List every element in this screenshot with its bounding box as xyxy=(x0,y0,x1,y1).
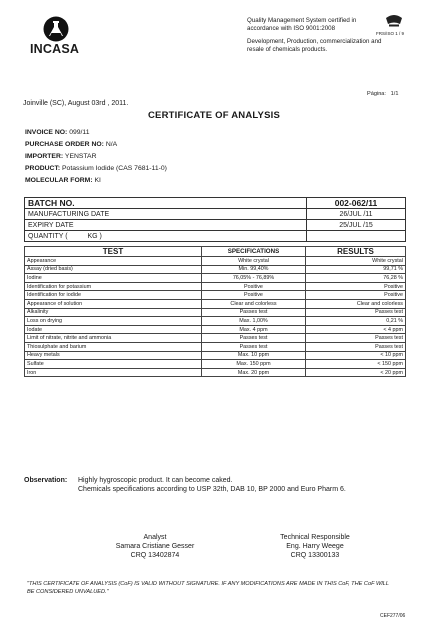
test-specification: Max. 20 ppm xyxy=(202,368,306,377)
technical-responsible-title: Technical Responsible xyxy=(280,534,350,541)
results-header-row xyxy=(25,247,406,257)
test-result: < 4 ppm xyxy=(306,325,406,334)
test-row xyxy=(25,334,406,343)
expiry-date-row xyxy=(25,220,406,231)
test-name: Iron xyxy=(25,368,202,377)
test-name: Heavy metals xyxy=(25,351,202,360)
quantity-label-cell xyxy=(25,231,307,242)
test-specification: Max. 1,00% xyxy=(202,317,306,326)
document-title: CERTIFICATE OF ANALYSIS xyxy=(148,110,280,121)
page-label: Página: xyxy=(367,91,386,97)
test-result: 99,71 % xyxy=(306,265,406,274)
quantity-close: ) xyxy=(99,232,102,240)
purchase-order-field xyxy=(25,140,117,149)
quantity-label: QUANTITY ( xyxy=(28,232,68,240)
test-name: Iodate xyxy=(25,325,202,334)
test-name: Thiosulphate and barium xyxy=(25,342,202,351)
test-result: Passes test xyxy=(306,308,406,317)
batch-table xyxy=(24,197,406,242)
test-result: < 10 ppm xyxy=(306,351,406,360)
test-specification: Max. 4 ppm xyxy=(202,325,306,334)
quantity-row xyxy=(25,231,406,242)
technical-responsible-block xyxy=(240,533,390,560)
test-row xyxy=(25,360,406,369)
invoice-label: INVOICE NO: xyxy=(25,129,68,136)
test-result: Clear and colorless xyxy=(306,299,406,308)
test-result: Positive xyxy=(306,291,406,300)
test-result: Positive xyxy=(306,282,406,291)
observation-text xyxy=(78,476,398,494)
test-row xyxy=(25,308,406,317)
test-name: Sulfate xyxy=(25,360,202,369)
test-row xyxy=(25,317,406,326)
expiry-date-label: EXPIRY DATE xyxy=(25,220,307,231)
specifications-column-header: SPECIFICATIONS xyxy=(202,247,306,257)
molecular-formula-value: KI xyxy=(94,177,101,184)
test-row xyxy=(25,257,406,266)
test-result: Passes test xyxy=(306,342,406,351)
expiry-date-value: 25/JUL /15 xyxy=(307,220,406,231)
page-number xyxy=(367,91,398,98)
test-row xyxy=(25,342,406,351)
test-name: Limit of nitrate, nitrite and ammonia xyxy=(25,334,202,343)
form-code: CEF277/06 xyxy=(380,613,406,619)
test-name: Loss on drying xyxy=(25,317,202,326)
iso-certification-icon xyxy=(385,12,403,28)
test-name: Iodine xyxy=(25,274,202,283)
invoice-value: 099/11 xyxy=(69,129,90,136)
test-specification: Clear and colorless xyxy=(202,299,306,308)
batch-row xyxy=(25,198,406,209)
test-result: White crystal xyxy=(306,257,406,266)
company-logo-text: INCASA xyxy=(30,42,80,56)
batch-label: BATCH NO. xyxy=(25,198,307,209)
iso-code: FRS/ISO 1 / 9 xyxy=(376,31,405,36)
test-specification: White crystal xyxy=(202,257,306,266)
analysis-results-table xyxy=(24,246,406,377)
product-label: PRODUCT: xyxy=(25,165,61,172)
invoice-field xyxy=(25,128,89,137)
importer-label: IMPORTER: xyxy=(25,153,64,160)
validity-disclaimer: "THIS CERTIFICATE OF ANALYSIS (CoF) IS VALID WITHOUT SIGNATURE. IF ANY MODIFICATIONS ARE MADE IN THIS CoF, THE CoF WILL BE CONSIDERED UNVALUED." xyxy=(27,581,389,595)
test-specification: Positive xyxy=(202,282,306,291)
qms-certification-text: Quality Management System certified in accordance with ISO 9001:2008 xyxy=(247,17,357,32)
test-name: Identification for iodide xyxy=(25,291,202,300)
test-row xyxy=(25,299,406,308)
test-specification: Positive xyxy=(202,291,306,300)
results-column-header: RESULTS xyxy=(306,247,406,257)
purchase-order-label: PURCHASE ORDER NO: xyxy=(25,141,104,148)
test-result: < 150 ppm xyxy=(306,360,406,369)
importer-field xyxy=(25,152,97,161)
test-result: 76,28 % xyxy=(306,274,406,283)
importer-value: YENSTAR xyxy=(64,153,97,160)
test-row xyxy=(25,265,406,274)
manufacturing-date-label: MANUFACTURING DATE xyxy=(25,209,307,220)
analyst-title: Analyst xyxy=(143,534,167,541)
test-specification: Passes test xyxy=(202,342,306,351)
observation-label: Observation: xyxy=(24,477,68,484)
test-row xyxy=(25,282,406,291)
test-result: Passes test xyxy=(306,334,406,343)
product-field xyxy=(25,164,167,173)
quantity-unit: KG xyxy=(87,232,98,240)
technical-responsible-crq: CRQ 13300133 xyxy=(290,552,340,559)
observation-line: Highly hygroscopic product. It can become caked. xyxy=(78,477,233,484)
manufacturing-date-value: 26/JUL /11 xyxy=(307,209,406,220)
test-row xyxy=(25,274,406,283)
test-specification: Passes test xyxy=(202,308,306,317)
manufacturing-date-row xyxy=(25,209,406,220)
company-activity-text: Development, Production, commercialization and resale of chemicals products. xyxy=(247,38,382,53)
page-value: 1/1 xyxy=(390,91,399,97)
observation-line: Chemicals specifications according to USP 32th, DAB 10, BP 2000 and Euro Pharm 6. xyxy=(78,486,346,493)
technical-responsible-name: Eng. Harry Weege xyxy=(286,543,344,550)
molecular-formula-field xyxy=(25,176,101,185)
test-specification: Passes test xyxy=(202,334,306,343)
test-specification: Max. 150 ppm xyxy=(202,360,306,369)
test-specification: 76,05% - 76,89% xyxy=(202,274,306,283)
test-row xyxy=(25,291,406,300)
test-name: Appearance of solution xyxy=(25,299,202,308)
quantity-value xyxy=(307,231,406,242)
document-date: Joinville (SC), August 03rd , 2011. xyxy=(23,100,129,107)
test-specification: Max. 10 ppm xyxy=(202,351,306,360)
test-row xyxy=(25,351,406,360)
test-result: < 20 ppm xyxy=(306,368,406,377)
product-value: Potassium Iodide (CAS 7681-11-0) xyxy=(62,165,167,172)
test-name: Assay (dried basis) xyxy=(25,265,202,274)
test-name: Alkalinity xyxy=(25,308,202,317)
test-column-header: TEST xyxy=(25,247,202,257)
test-name: Appearance xyxy=(25,257,202,266)
test-name: Identification for potassium xyxy=(25,282,202,291)
test-row xyxy=(25,368,406,377)
analyst-signature-block xyxy=(90,533,220,560)
purchase-order-value: N/A xyxy=(105,141,118,148)
test-specification: Min. 99,40% xyxy=(202,265,306,274)
test-result: 0,21 % xyxy=(306,317,406,326)
analyst-name: Samara Cristiane Gesser xyxy=(115,543,195,550)
batch-value: 002-062/11 xyxy=(307,198,406,209)
test-row xyxy=(25,325,406,334)
incasa-logo-mark xyxy=(43,16,69,42)
analyst-crq: CRQ 13402874 xyxy=(130,552,180,559)
molecular-formula-label: MOLECULAR FORM: xyxy=(25,177,93,184)
